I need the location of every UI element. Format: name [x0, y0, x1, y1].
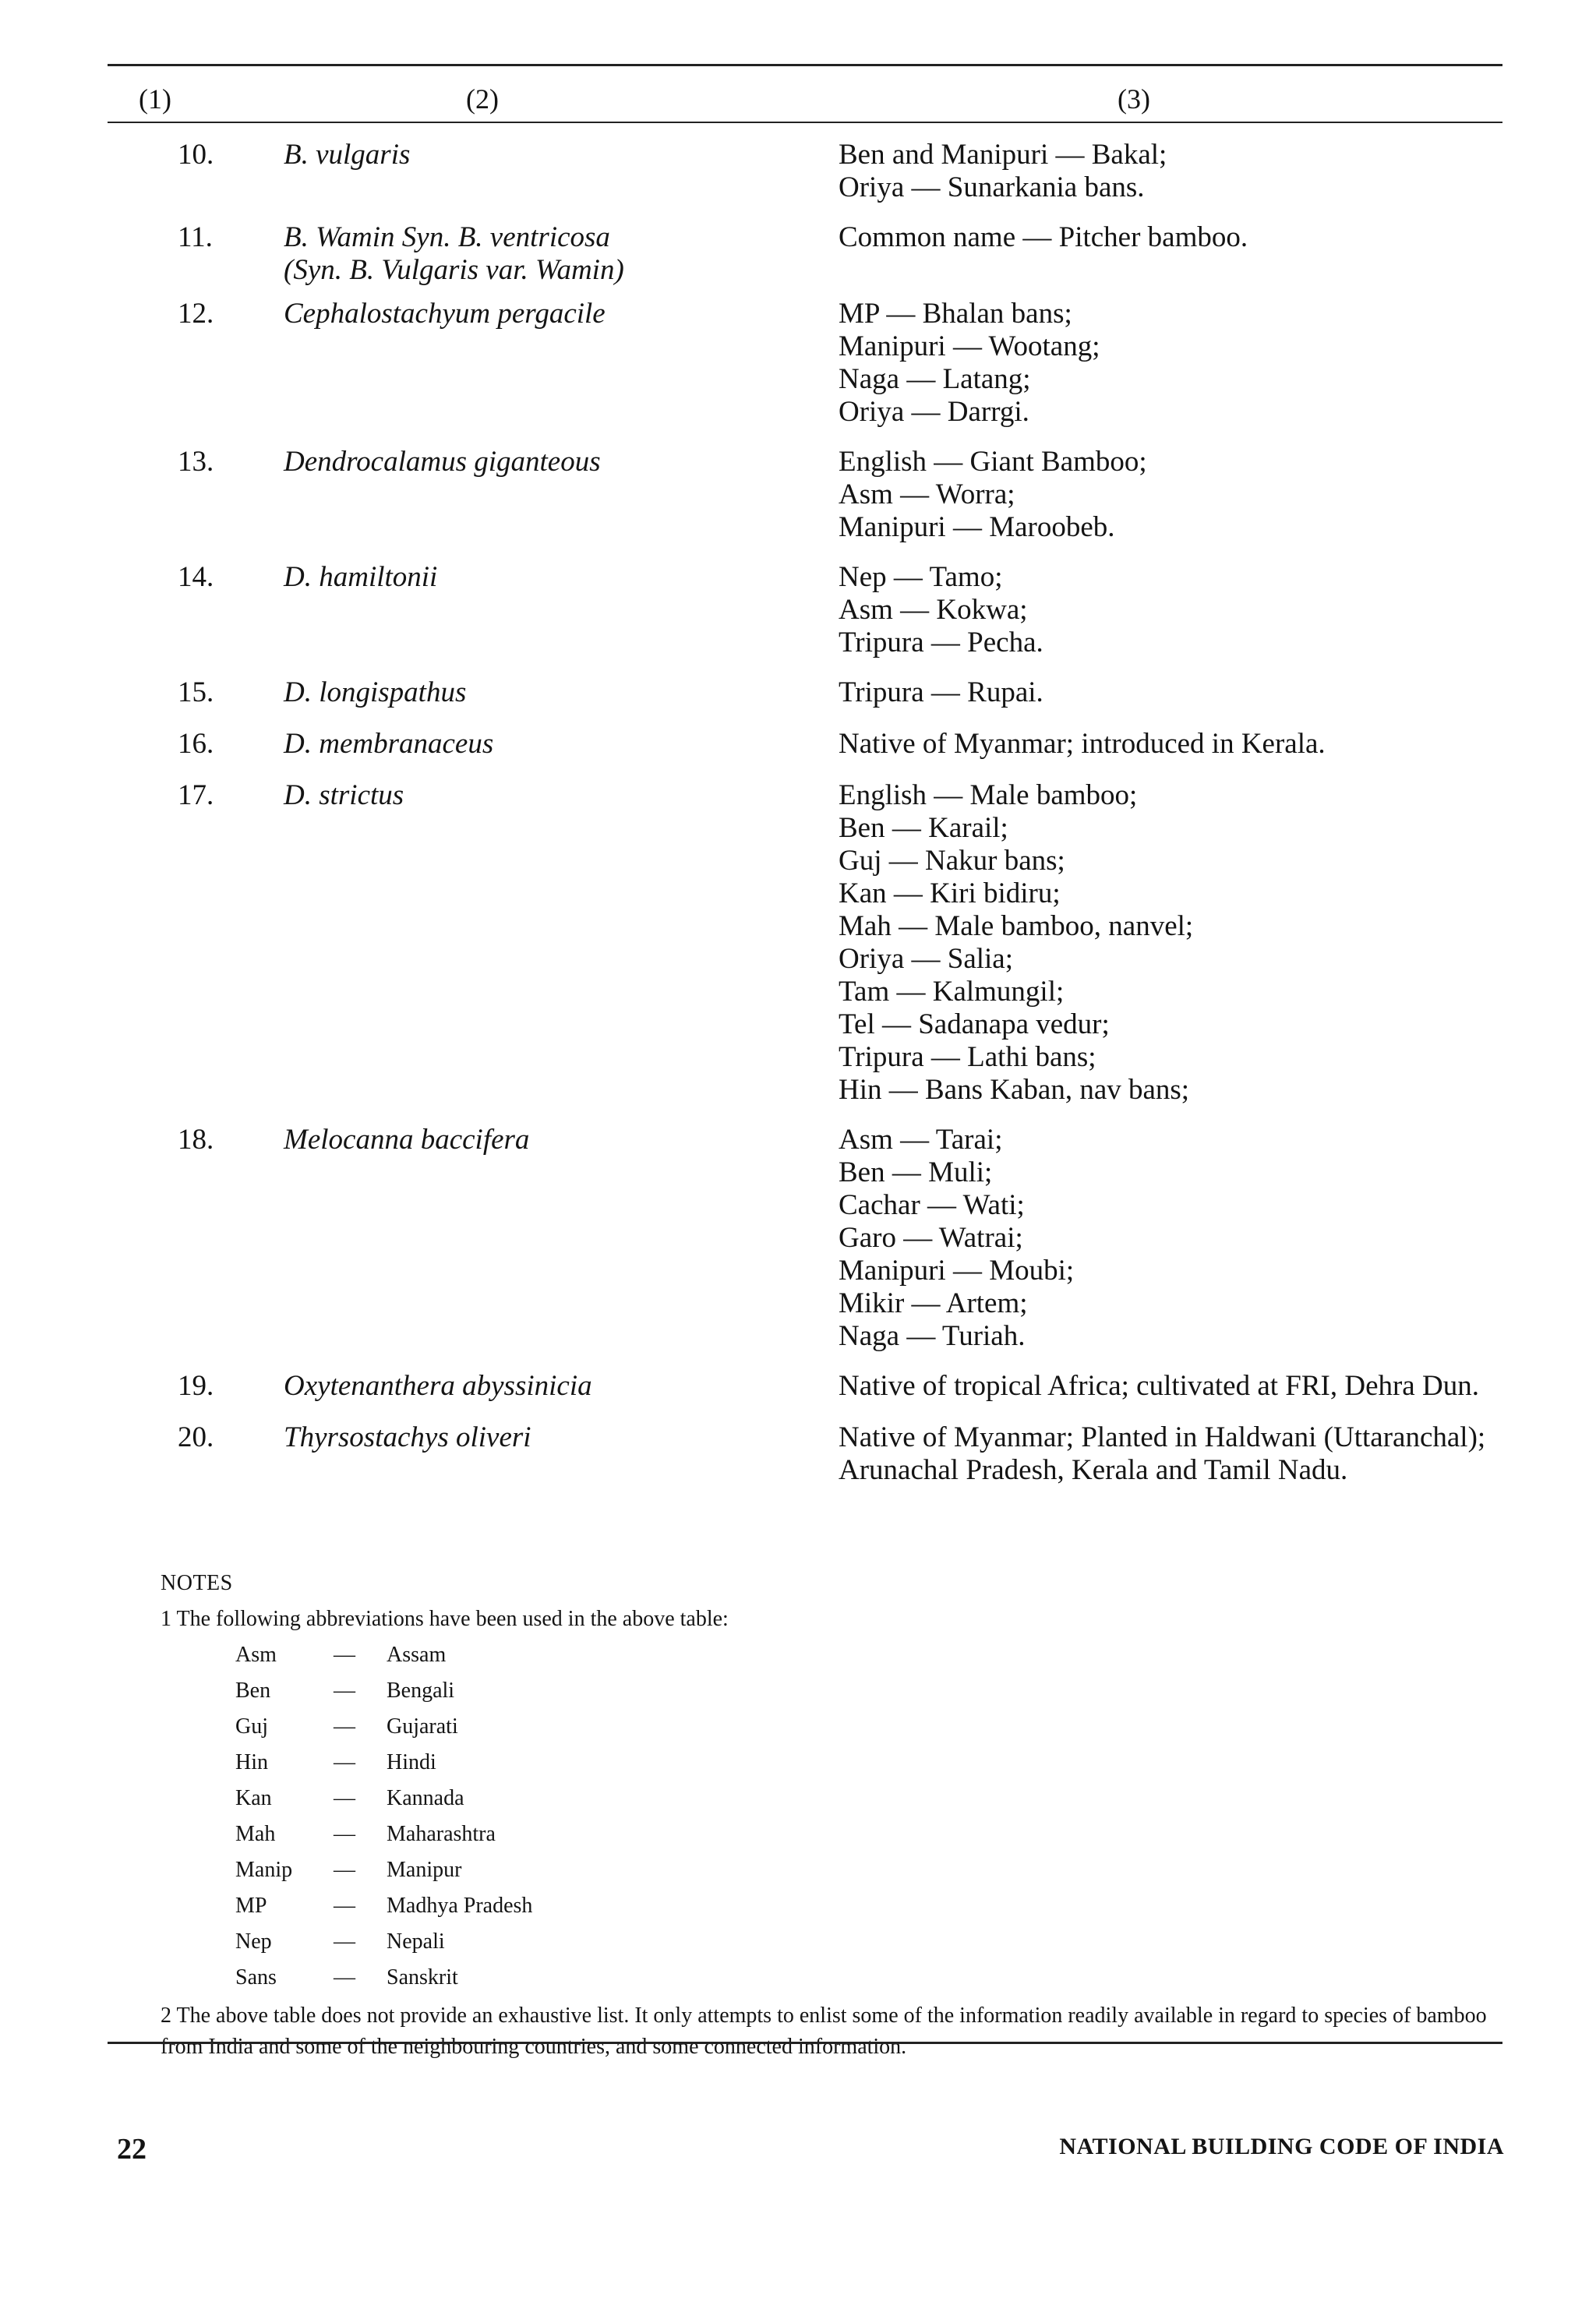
row-number: 18.: [178, 1124, 214, 1156]
species-name: D. strictus: [284, 779, 404, 811]
column-header-3: (3): [1118, 83, 1150, 115]
abbreviation-item: Kan — Kannada: [235, 1786, 464, 1810]
name-line: Mikir — Artem;: [839, 1287, 1028, 1319]
abbreviation-item: Asm — Assam: [235, 1643, 447, 1667]
row-number: 11.: [178, 221, 213, 253]
table-row: [0, 139, 1596, 204]
name-line: Guj — Nakur bans;: [839, 845, 1065, 877]
name-line: Tam — Kalmungil;: [839, 976, 1065, 1008]
row-number: 20.: [178, 1421, 214, 1453]
note-1: 1 The following abbreviations have been used in the above table:: [161, 1607, 729, 1631]
abbreviation-item: Nep — Nepali: [235, 1929, 445, 1954]
name-line: Manipuri — Wootang;: [839, 330, 1100, 362]
species-name: B. vulgaris: [284, 139, 411, 171]
name-line: Oriya — Salia;: [839, 943, 1014, 975]
common-names: [839, 1370, 1571, 1403]
name-line: Tripura — Rupai.: [839, 676, 1043, 708]
common-names: [839, 221, 1571, 254]
name-line: Naga — Turiah.: [839, 1320, 1026, 1352]
name-line: Hin — Bans Kaban, nav bans;: [839, 1074, 1190, 1106]
common-names: [839, 676, 1571, 709]
name-line: Native of tropical Africa; cultivated at FRI, Dehra Dun.: [839, 1370, 1479, 1402]
name-line: Kan — Kiri bidiru;: [839, 877, 1061, 909]
name-line: Ben — Muli;: [839, 1156, 993, 1188]
name-line: Oriya — Sunarkania bans.: [839, 171, 1145, 203]
common-names: [839, 1124, 1571, 1353]
table-header-rule: [108, 122, 1502, 123]
row-number: 19.: [178, 1370, 214, 1402]
abbreviation-item: Hin — Hindi: [235, 1750, 436, 1774]
column-header-1: (1): [139, 83, 171, 115]
row-number: 15.: [178, 676, 214, 708]
name-line: Naga — Latang;: [839, 363, 1031, 395]
species-name: D. membranaceus: [284, 728, 494, 760]
name-line: Garo — Watrai;: [839, 1222, 1023, 1254]
name-line: Native of Myanmar; introduced in Kerala.: [839, 728, 1326, 760]
name-line: Asm — Kokwa;: [839, 594, 1028, 626]
row-number: 16.: [178, 728, 214, 760]
page-number: 22: [117, 2133, 147, 2166]
abbreviation-item: Ben — Bengali: [235, 1679, 455, 1703]
species-table: [0, 139, 1596, 1487]
species-name: D. hamiltonii: [284, 561, 438, 593]
common-names: [839, 1421, 1571, 1487]
common-names: [839, 139, 1571, 204]
note-2: 2 The above table does not provide an exhaustive list. It only attempts to enlist some of the information readily available in regard to species of bamboo from India and some of the neighbouring countries, and some connected information.: [161, 2004, 1487, 2059]
table-bottom-rule: [108, 2042, 1502, 2044]
abbreviation-list: [235, 1637, 1509, 1996]
table-row: [0, 221, 1596, 287]
name-line: Oriya — Darrgi.: [839, 396, 1029, 428]
abbreviation-item: Sans — Sanskrit: [235, 1965, 458, 1989]
table-row: [0, 1370, 1596, 1403]
name-line: Manipuri — Maroobeb.: [839, 511, 1115, 543]
species-name: Oxytenanthera abyssinicia: [284, 1370, 592, 1402]
row-number: 17.: [178, 779, 214, 811]
table-row: [0, 1124, 1596, 1353]
row-number: 10.: [178, 139, 214, 171]
name-line: Ben — Karail;: [839, 812, 1008, 844]
name-line: Cachar — Wati;: [839, 1189, 1025, 1221]
table-top-rule: [108, 64, 1502, 66]
name-line: Ben and Manipuri — Bakal;: [839, 139, 1167, 171]
table-row: [0, 1421, 1596, 1487]
name-line: Asm — Tarai;: [839, 1124, 1003, 1156]
running-footer-title: NATIONAL BUILDING CODE OF INDIA: [1059, 2134, 1504, 2159]
table-row: [0, 298, 1596, 429]
name-line: MP — Bhalan bans;: [839, 298, 1072, 330]
abbreviation-item: MP — Madhya Pradesh: [235, 1894, 533, 1918]
species-name: Cephalostachyum pergacile: [284, 298, 606, 330]
common-names: [839, 446, 1571, 544]
table-row: [0, 779, 1596, 1107]
table-row: [0, 728, 1596, 761]
name-line: Common name — Pitcher bamboo.: [839, 221, 1248, 253]
table-row: [0, 561, 1596, 659]
species-name: B. Wamin Syn. B. ventricosa (Syn. B. Vulgaris var. Wamin): [284, 221, 624, 286]
abbreviation-item: Mah — Maharashtra: [235, 1822, 496, 1846]
notes-section: [161, 1566, 1509, 2063]
row-number: 12.: [178, 298, 214, 330]
name-line: English — Male bamboo;: [839, 779, 1138, 811]
column-header-2: (2): [466, 83, 499, 115]
name-line: Native of Myanmar; Planted in Haldwani (Uttaranchal);: [839, 1421, 1486, 1453]
abbreviation-item: Manip — Manipur: [235, 1858, 462, 1882]
name-line: Tripura — Lathi bans;: [839, 1041, 1096, 1073]
name-line: Tel — Sadanapa vedur;: [839, 1008, 1110, 1040]
species-name: D. longispathus: [284, 676, 467, 708]
common-names: [839, 779, 1571, 1107]
name-line: Arunachal Pradesh, Kerala and Tamil Nadu.: [839, 1454, 1348, 1486]
name-line: English — Giant Bamboo;: [839, 446, 1147, 478]
name-line: Manipuri — Moubi;: [839, 1255, 1075, 1287]
abbreviation-item: Guj — Gujarati: [235, 1714, 458, 1739]
row-number: 13.: [178, 446, 214, 478]
table-row: [0, 446, 1596, 544]
common-names: [839, 728, 1571, 761]
name-line: Tripura — Pecha.: [839, 627, 1043, 658]
name-line: Nep — Tamo;: [839, 561, 1003, 593]
name-line: Asm — Worra;: [839, 478, 1015, 510]
notes-heading: NOTES: [161, 1571, 233, 1595]
row-number: 14.: [178, 561, 214, 593]
table-row: [0, 676, 1596, 709]
common-names: [839, 561, 1571, 659]
species-name: Melocanna baccifera: [284, 1124, 530, 1156]
species-name: Dendrocalamus giganteous: [284, 446, 601, 478]
species-name: Thyrsostachys oliveri: [284, 1421, 531, 1453]
common-names: [839, 298, 1571, 429]
name-line: Mah — Male bamboo, nanvel;: [839, 910, 1194, 942]
